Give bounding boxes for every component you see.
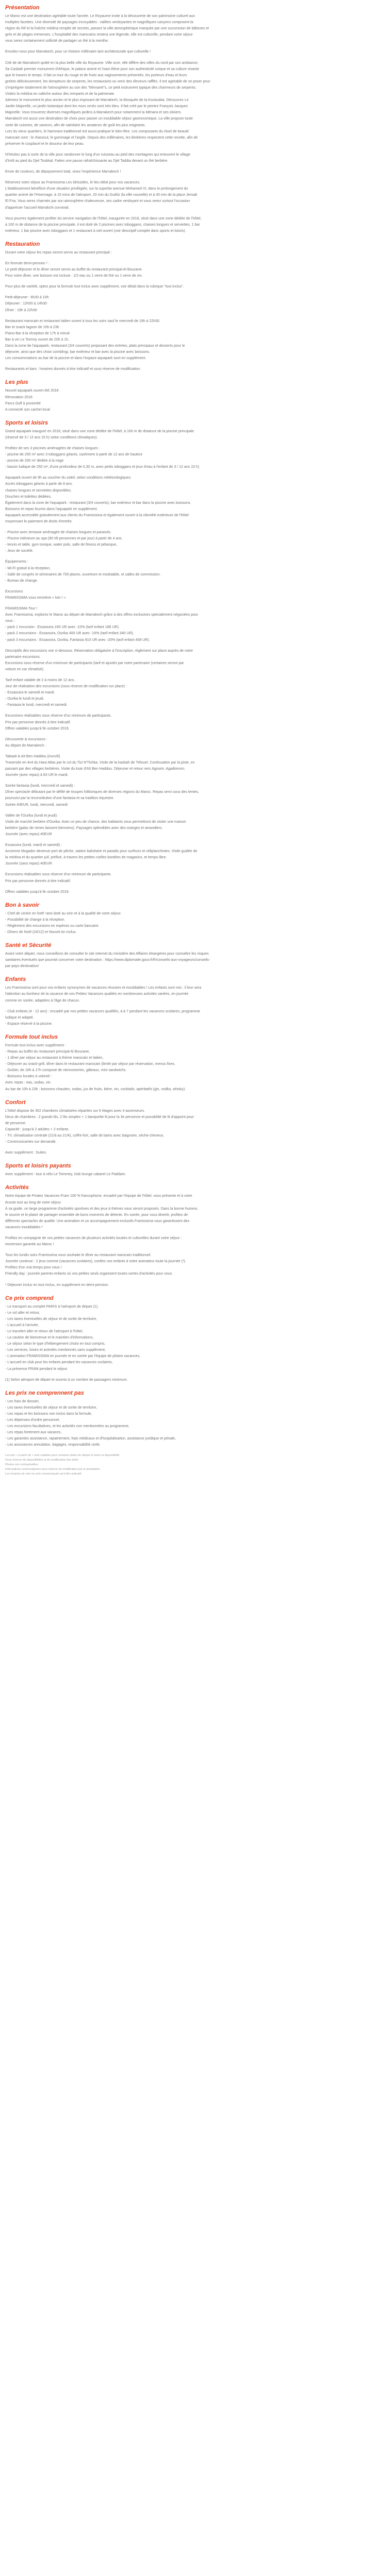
text-line: Avec Framissima, explorez le Maroc au départ de Marrakech grâce à des offres exclusives spécialement négociées pour [5,613,199,617]
text-line: - Fantasia le lundi, mercredi et samedi. [5,703,68,707]
text-line: N'hésitez pas à sortir de la ville pour randonner le long d'un ruisseau au pied des montagnes qui entourent le village [5,152,190,157]
paragraph [5,713,385,732]
text-line: L'établissement bénéficie d'une situation privilégiée, sur la superbe avenue Mohamed VI, dans le prolongement du [5,187,188,191]
text-line: Tous les lundis soirs Framissima vous souhaite le dîner au restaurant marocain traditionnel. [5,1253,152,1258]
paragraph [5,1377,385,1383]
section-heading-enfants: Enfants [5,976,26,983]
text-line: - Les assurances annulation, bagages, responsabilité civile. [5,1443,101,1447]
text-line: chaises longues et serviettes disponibles. [5,488,72,493]
section-heading-les-plus: Les plus [5,379,28,386]
text-line: Visitez la médina en calèche autour des remparts et de la palmeraie. [5,92,115,96]
section-heading-bon-a-savoir: Bon à savoir [5,902,40,908]
paragraph [5,13,385,44]
text-line: Formule tout inclus avec supplément : [5,1043,66,1047]
text-line: Réservez votre séjour au Framissima Les Idrissides, le lieu idéal pour vos vacances. [5,181,140,185]
text-line: - Dîners de Noël (24/12) et Nouvel An inclus. [5,930,77,934]
text-line: - Club enfants (4 - 12 ans) : encadré par nos petites vacances qualifiés, à à 7 pendant les vacances scolaires, programme [5,1009,200,1013]
text-line: passant par des villages berbères. Visite du ksar d'Aït Ben Haddou. Déjeuner et retour vers Agouim, Agadirenon. [5,767,186,771]
text-line: Avant votre départ, nous conseillons de consulter le site internet du ministère des Affaires étrangères pour connaître les risques [5,952,209,956]
text-line: Envolez-vous pour Marrakech, pour un histoire millénaire tant architecturale que culturelle ! [5,50,151,54]
text-line: - Les services, loisirs et activités mentionnés sans supplément, [5,1348,106,1352]
text-line: - Espace réservé à la piscine. [5,1022,53,1026]
paragraph [5,446,385,470]
text-line: région du Rif et la fraîche médina remplie de secrets, passez la ville atmosphérique marquée par une succession de bâtisses et [5,27,209,31]
paragraph [5,985,385,1004]
text-line: (réservé de 3 / 12 ans 15 h) selon conditions climatiques). [5,435,98,439]
text-line: - piscine de 200 m² dédiée à la nage [5,459,64,463]
text-line: Les consommations au bar de la piscine et dans l'espace aquapark sont en supplément. [5,357,146,361]
paragraph [5,475,385,525]
text-line: Lors du vieux quartiers, le hammam traditionnel est aussi pratique le bien-être. Les composants du rituel de beauté [5,129,189,133]
text-line: - bassin ludique de 250 m², d'une profondeur de 0,30 m, avec petits toboggans et jeux d'eau à l'enfant de 3 / 12 ans 15 h) [5,465,200,469]
paragraph [5,1304,385,1372]
text-line: Excursions [5,589,23,594]
text-line: Grand aquapark inauguré en 2018, situé dans une zone dédiée de l'hôtel, à 100 m de distance de la piscine principale [5,429,194,433]
text-line: - Ourika le lundi et jeudi. [5,697,44,701]
text-line: - Bureau de change. [5,579,38,583]
text-line: - Chef de centre en fortF rami doté au sein et à la qualité de votre séjour. [5,911,122,916]
paragraph [5,813,385,838]
text-line: grés et de plages immenses. L'hospitalité des marocains restera une légende, elle est culturelle, pendant votre séjour [5,33,193,37]
text-line: Envie de couleurs, de dépaysement total, vivez l'expérience Marrakech ! [5,170,121,174]
paragraph [5,1235,385,1248]
text-line: extérieur, 1 bar piscine avec toboggans et 1 restaurant à ciel ouvert (voir descriptif complet dans sports et loisirs). [5,229,186,233]
text-line: Douches et toilettes dédiées. [5,495,52,499]
text-line: À sa guide, un large programme d'activités sportives et des jeux à thèmes vous seront proposés. Dans la bonne humeur, [5,1207,199,1211]
text-line: - Les excursions facultatives, et les activités non mentionnées au programme, [5,1425,129,1429]
text-line: Pour plus de variété, optez pour la formule tout inclus avec supplément, voir détail dans la rubrique "tout inclus". [5,285,184,289]
text-line: - Repas au buffet du restaurant principal Al Bouzane, [5,1050,90,1054]
text-line: - Les taxes éventuelles de séjour et de sortie de territoire, [5,1317,97,1321]
text-line: Offres valables jusqu'à fin octobre 2019. [5,726,70,731]
text-line: Durant votre séjour les repas seront servis au restaurant principal : [5,250,112,255]
text-line: Capacité : jusqu'à 2 adultes + 2 enfants. [5,1127,70,1131]
text-line: Vous pourrez également profiter du service navigation de l'hôtel, inaugurée en 2018, situé dans une zone dédiée de l'hôtel, [5,216,202,221]
text-line: Pour votre dîner, une boisson est incluse : 1/2 eau ou 1 verre de thé ou 1 verre de vin. [5,274,143,278]
text-line: - Les repas et les boissons non inclus dans la formule, [5,1412,92,1416]
text-line: FRAMISSIMA vous emmène « loin ! » [5,596,66,600]
paragraph [5,250,385,256]
text-line: Dîner spectacle débutant par le défilé de troupes folkloriques de diverses régions du Maroc. Repas servi sous des tentes, [5,790,199,794]
text-line: sanitaires éventuels que pourrait concerner votre destination : https://www.diplomatie.gouv.fr/fr/conseils-aux-voyageurs/conseils- [5,958,210,962]
text-line: (1) Selon aéroport de départ et soumis à un nombre de passagers minimum. [5,1378,128,1382]
text-line: - Piscine intérieure au spa (80 t/8 personnes et par jour) à partir de 4 ans. [5,537,123,541]
paragraph [5,318,385,362]
paragraph [5,152,385,164]
text-line: Parcs Golf à proximité [5,401,41,405]
text-line: - Possibilité de change à la réception. [5,918,66,922]
text-line: Les Framissima sont pour vos enfants synonymes de vacances réussies et inoubliables ! Les enfants sont rois : il leur sera [5,986,202,990]
section-heading-ce-prix-comprend: Ce prix comprend [5,1295,54,1301]
section-heading-presentation: Présentation [5,5,40,11]
text-line: Également dans la zone de l'aquapark : restaurant (3/4 couverts), bar extérieur et bar dans la piscine avec boissons. [5,501,191,505]
paragraph [5,737,385,749]
section-heading-restauration: Restauration [5,241,40,247]
paragraph [5,1043,385,1093]
section-heading-activites: Activités [5,1184,29,1191]
text-line: Offres valables jusqu'à fin octobre 2019. [5,890,70,894]
text-line: Cité de de Marrakech quitté en la plus belle ville du Royaume. Ville ocre, elle diffère des villes du nord par son ambiance. [5,61,199,65]
paragraph [5,606,385,643]
text-line: vacances inoubliables ² [5,1225,43,1229]
text-line: Aquapark accessible gratuitement aux clients du Framissima et également ouvert à la clientèle extérieure de l'hôtel [5,513,189,517]
text-line: Soirée fantasia (lundi, mercredi et samedi) : [5,784,75,788]
paragraph [5,889,385,895]
text-line: l'attention au bonheur de la vacance de vos Petites Vacances qualités en nombreuses activités variées, en journée [5,992,189,996]
text-line: - Wi-Fi gratuit à la réception, [5,566,51,570]
text-line: à 100 m de distance de la piscine principale, il est doté de 2 piscines avec toboggans, chaises longues et serviettes, 1 bar [5,223,200,227]
text-line: sorte de cuisines, de saveurs, afin de satisfaire les amateurs de goût les plus exigeants. [5,123,146,127]
paragraph [5,1009,385,1027]
text-line: grelots délicieusement, les dompteurs de serpents, les restaurants ou venir des éleveurs rafflés. Il est agréable de se poser pour [5,79,210,83]
text-line: moyennant le paiement de droits d'entrée. [5,520,73,523]
text-line: Boissons et repas fournis dans l'aquapark en supplément. [5,507,98,511]
text-line: - Déjeuner au snack-grill, dîner dans le restaurant marocain (limité par séjour par réservation, menus fixes. [5,1062,175,1066]
text-line: Rénovation 2016 [5,395,32,399]
text-line: - Le séjour selon le type d'hébergement choisi en tout compris, [5,1342,106,1346]
text-line: Équipements : [5,560,28,564]
text-line: Friendly day : journée parents-enfants où vos petites seuls organisent toutes sortes d'activités pour vous. [5,1272,173,1276]
text-line: par-pays-destination/ [5,964,39,969]
text-line: d'Imlil au pied du Djel Toubkal. Faites une pause rafraîchissante au Djel Taddia devant un thé berbère. [5,159,169,163]
section-heading-formule-tout-inclus: Formule tout inclus [5,1033,58,1040]
text-line: Essaouira (lundi, mardi et samedi) : [5,843,62,848]
footer-note: Informations communiquées sous réserve de modification par le prestataire. [5,1467,101,1471]
text-line: - Les taxes éventuelles de séjour et de sortie de territoire, [5,1405,97,1410]
text-line: partenaire excursions. [5,655,41,659]
paragraph [5,1193,385,1231]
text-line: - 1 dîner par séjour au restaurant à thème marocain et italien, [5,1056,104,1060]
paragraph [5,1282,385,1289]
text-line: multiples facettes. Une diversité de paysages incroyables : vallées verdoyantes et magnifiques canyons composent la [5,21,193,25]
text-line: Tarif enfant valable de 2 à moins de 12 ans. [5,678,75,682]
paragraph [5,783,385,808]
text-line: FRAMISSIMA Tour ! [5,607,38,611]
text-line: la médina et du quartier juif, préfixé, à travers les petites ruelles bordées de magasins, et temps libre. [5,856,167,860]
paragraph [5,295,385,313]
text-line: immersion garantie au Maroc ! [5,1243,54,1247]
paragraph [5,388,385,413]
text-line: - piscine de 200 m² avec 3 toboggans géants, cashmere à partir de 12 ans de hauteur [5,453,143,457]
footer-note: Les horaires de vols ne sont communiqués qu'à titre indicatif. [5,1472,82,1476]
paragraph [5,1172,385,1178]
text-line: écoute tout au long de votre séjour. [5,1200,62,1205]
text-line: - Boissons locales à volonté : [5,1075,52,1079]
text-line: - L'accueil en club pour les enfants pendant les vacances scolaires, [5,1361,113,1365]
text-line: - tennis et table, gym tonique, water polo, salle de fitness et pétanque, [5,543,118,547]
text-line: Au bar de 10h à 23h : boissons chaudes, sodas, jus de fruits, bière, vin, cocktails, apéritatifs (gin, vodka, whisky). [5,1087,186,1091]
text-line: vous serez certainement sollicité de partager un thé à la menthe. [5,39,109,43]
text-line: Bar à vin Le Tommy ouvert de 20h à 1h. [5,337,69,342]
text-line: - L'animation FRAMISSIMA en journée et en soirée par l'équipe de pilotes vacances, [5,1354,140,1359]
paragraph [5,284,385,290]
text-line: Notre équipe de Pirates Vacances Fram 100 % francophone, encadré par l'équipe de l'hôtel, vous présente et à votre [5,1194,192,1198]
paragraph [5,911,385,936]
text-line: s'imprégner totalement de l'atmosphère au son des "Minnaret"s, ce petit instrument typique des charmeurs de serpents. [5,86,197,90]
text-line: Descriptifs des excursions voir ci-dessous. Réservation obligatoire à l'inscription, règlement sur place auprès de notre [5,649,193,653]
text-line: - Jeux de société. [5,549,34,553]
text-line: Le petit déjeuner et le dîner seront servis au buffet du restaurant principal Al Bouzane. [5,268,143,272]
text-line: El Fna. Vous serez charmés par son atmosphère chaleureuse, ses cadre verdoyant et vous serez surtout l'occasion [5,199,190,204]
text-line: quartier animé de l'Hivernage, à 15 mins de l'aéroport, 20 min du Guéliz (la ville nouvelle) et à 30 min de la place Jemaâ [5,193,197,197]
text-line: Prix par personne donnés à titre indicatif. [5,879,71,883]
text-line: Dîner : 19h à 22h30 [5,308,37,312]
text-line: Majorelle. Vous trouverez diverses magnifiques jardins à Marrakech pour notamment la Ménara et ses oliviers. [5,111,182,115]
paragraph [5,180,385,211]
text-line: - pack 2 excursions : Essaouira, Ourika 400 UR avec -15% (tarif enfant 340 UR). [5,632,134,636]
text-line: En formule demi-pension ¹ : [5,262,50,265]
paragraph [5,1399,385,1449]
text-line: - Communicantes sur demande. [5,1140,57,1144]
text-line: Prix par personne donnés à titre indicatif. [5,720,71,724]
text-line: Deux de chambres : 2 grands lits, 2 lits simples + 1 banquette lit pour la 3e personne et possibilité de lit d'appoint pour [5,1115,194,1119]
text-line: - Les dépenses d'ordre personnel, [5,1418,60,1422]
section-heading-sante-et-securite: Santé et Sécurité [5,942,52,949]
paragraph [5,589,385,601]
text-line: Restaurant marocain et restaurant italien ouvert à tous les soirs sauf le mercredi de 19h à 22h30. [5,319,160,323]
paragraph [5,1252,385,1277]
text-line: Journée (avec repas) à 83 UR le mardi. [5,773,69,777]
text-line: Dans la zone de l'aquapark, restaurant (3/4 couverts) proposant des entrées, plats principaux et desserts pour le [5,344,185,348]
text-line: poursuivi par la reconstitution d'une fantasia et sa tradition équestre. [5,796,115,801]
text-line: - Le vol aller et retour, [5,1311,40,1315]
text-line: Soirée 40EUR, lundi, mercredi, samedi [5,803,68,807]
paragraph [5,216,385,234]
text-line: comme en soirée, adaptées à l'âge de chacun. [5,998,80,1003]
text-line: Journée (sans repas) 40EUR [5,862,52,866]
section-heading-les-prix-ne-comprennent-pas: Les prix ne comprennent pas [5,1389,84,1396]
text-line: déjeuner, ainsi que des choix comblingi, bar extérieur et bar avec la piscine avec boissons. [5,350,150,354]
paragraph [5,872,385,884]
paragraph [5,366,385,372]
text-line: - pack 1 excursion : Essaouira 160 UR avec -10% (tarif enfant 188 UR). [5,625,120,630]
text-line: - Piscine avec terrasse aménagée de chaises longues et parasols. [5,531,111,535]
text-line: Ancienne Mogador devenue port de pêche, station balnéaire et paradis pour surfeurs et véliplanchistes. Visite guidée de [5,850,198,854]
text-line: A connecté son cachet local [5,408,50,412]
section-heading-confort: Confort [5,1099,26,1106]
paragraph [5,648,385,673]
text-line: - La présence FRAM pendant le séjour. [5,1367,68,1371]
footer-note: Sous réserve de disponibilités et de modification des tarifs. [5,1458,79,1462]
text-line: Profitez d'un vrai temps pour vous ! [5,1266,62,1270]
text-line: Jardin Majorelle, un jardin botanique dont les murs ornés sont très bleu. Il fait créé par le peintre François Jacques [5,105,188,109]
text-line: vous : [5,619,15,623]
text-line: Journée (avec repas) 40EUR [5,832,52,836]
text-line: Profitez en compagnie de vos petites vacances de plusieurs activités locales et culturelles durant votre séjour : [5,1236,182,1240]
text-line: - pack 3 excursions : Essaouira, Ourika, Fantasia 910 UR avec -20% (tarif enfant 408 UR). [5,638,150,642]
text-line: préserver le cosplacel et le douceur de leur peau. [5,142,85,146]
text-line: L'hôtel dispose de 302 chambres climatisées réparties sur 6 étages avec 4 ascenseurs. [5,1109,145,1113]
text-line: - Le transfert aller et retour de l'aéroport à l'hôtel, [5,1330,84,1333]
text-line: Avec repas : eau, sodas, vin. [5,1081,52,1085]
text-line: ludique et adapté. [5,1015,34,1020]
text-line: - Les frais de dossier, [5,1399,40,1403]
text-line: Déjeuner : 12h00 à 14h30 [5,302,47,306]
text-line: Accès toboggans géants à partir de 8 ans. [5,482,73,486]
text-line: Jour de réalisation des excursions (sous réserve de modification sur place) : [5,685,127,689]
text-line: - Goûter, de 16h à 17h composé de viennoiseries, gâteaux, mini sandwichs. [5,1069,127,1073]
footer-note: Les prix « à partir de » sont valables pour certaines dates de départ et selon la disponibilité. [5,1453,120,1457]
text-line: Profitez de ses 3 piscines aménagées de chaises longues : [5,446,100,450]
text-line: Restaurants et bars : horaires donnés à titre indicatif et sous réserve de modification. [5,367,141,371]
text-line: de personne. [5,1121,26,1125]
text-line: Marrakech est aussi une destination de choix pour passer un inoubliable séjour gastronomique. La ville propose toute [5,117,193,121]
paragraph [5,60,385,147]
text-line: Journée continue : 2 jeux comme (vacances scolaires), confiez vos enfants à notre animateur toute la journée (¹). [5,1260,186,1264]
paragraph [5,429,385,441]
text-line: - Règlement des excursions en espèces ou carte bancaire. [5,924,100,928]
paragraph [5,49,385,55]
paragraph [5,1150,385,1156]
text-line: le sourire et le plaisir de partager ensemble de bons moments de détente. En soirée, pour vous divertir, profitez de [5,1213,188,1217]
text-line: - TV, climatisation centrale (21/à au 21/4), coffre-fort, salle de bains avec baignoire, sèche-cheveux, [5,1134,165,1138]
text-line: Tabaati & Ait Ben Haddou (inurvilí) [5,754,60,758]
text-line: Traversée en 4x4 du Haut Atlas par le col du Tizi N'Tichka. Visite de la kasbah de Télouet. Continuation par la piste, en [5,761,195,765]
text-line: Aquapark ouvert de 9h au coucher du soleil, selon conditions météorologiques. [5,476,132,480]
text-line: Excursions sous réserve d'un minimum de participants (tarif et ajustés par notre partenaire (certaines seront par [5,661,184,665]
text-line: - Salle de congrès et séminaires de 700 places, ouverture et modulable, et salles de commission. [5,572,161,577]
text-line: voiture en car climatisé). [5,667,44,671]
paragraph [5,559,385,584]
paragraph [5,261,385,279]
text-line: Nouvel aquapark ouvert été 2018 [5,389,59,393]
text-line: Le Maroc est une destination agréable toute l'année. Le Royaume invite à la découverte de son patrimoine culturel aux [5,14,195,18]
paragraph [5,530,385,554]
text-line: Petit-déjeuner : 6h30 à 10h [5,296,49,300]
text-line: Au départ de Marrakech : [5,743,46,748]
text-line: que le travers le temps. Il fait un tour du rouge et de fruits aux vagissements présentés, les porteurs d'eau et leurs [5,73,187,77]
paragraph [5,951,385,970]
text-line: - Les garanties assistance, rapatriement, frais médicaux et d'hospitalisation, assistance juridique et pénale, [5,1437,176,1441]
text-line: Sa Casbah premier monument d'Afrique, le palace animé et l'oasi élève pour son authenticité unique et sa culture vivante [5,67,199,71]
text-line: berbère (galas de nimes laissent bienvenu). Paysages splendides avec des oranges et amandiers. [5,826,163,830]
text-line: Excursions réalisables sous réserve d'un minimum de participants. [5,873,112,877]
text-line: Visite de marché berbère d'Ourika. Avec un peu de chance, des habitants vous permettront de visiter une maison [5,820,186,824]
text-line: Piano-Bar à la réception de 17h à minuit [5,331,70,335]
paragraph [5,754,385,778]
section-heading-sports-et-loisirs-payants: Sports et loisirs payants [5,1163,71,1170]
text-line: Avec supplément : Suites. [5,1151,47,1155]
section-heading-sports-et-loisirs: Sports et loisirs [5,419,48,426]
text-line: d'apprécier l'accueil Marrakchi convivial. [5,206,70,210]
text-line: Vallée de l'Ourika (lundi et jeudi) : [5,814,59,818]
text-line: Découverte & excursions : [5,737,47,741]
paragraph [5,842,385,867]
text-line: Admirez le monument le plus ancien et le plus imposant de Marrakech, la Mosquée de la Koutoubia. Découvrez Le [5,98,189,103]
paragraph [5,1108,385,1146]
text-line: Excursions réalisables sous réserve d'un minimum de participants. [5,714,112,718]
footer-note: Photos non contractuelles. [5,1463,39,1466]
text-line: - L'accueil à l'arrivée, [5,1323,39,1327]
text-line: Avec supplément : tour à vélo Le Tommey, club lounge cabaret Le Paddam. [5,1173,126,1177]
text-line: Bar et snack lagoon de 10h à 23h [5,325,59,329]
document-content [5,4,385,1477]
text-line: différents spectacles de qualité. Une animation et un accompagnement exclusifs Framissima vous garantissent des [5,1219,190,1223]
text-line: - Essaouira le samedi et mardi. [5,691,55,695]
text-line: - Les repas fortement aux vacaces, [5,1431,62,1435]
paragraph [5,169,385,175]
text-line: - Le transport au complet PARIS à l'aéroport de départ (1), [5,1304,99,1309]
text-line: - La caution de bienvenue et le maintien d'informations, [5,1336,94,1340]
text-line: marocain sont : le rhassoul, le gommage et l'argile. Depuis des millénaires, les Berbères respectent cette recette, afin de [5,135,198,140]
text-line: ¹ Déjeuner inclus en tout inclus, en supplément en demi-pension. [5,1283,109,1287]
paragraph [5,677,385,708]
